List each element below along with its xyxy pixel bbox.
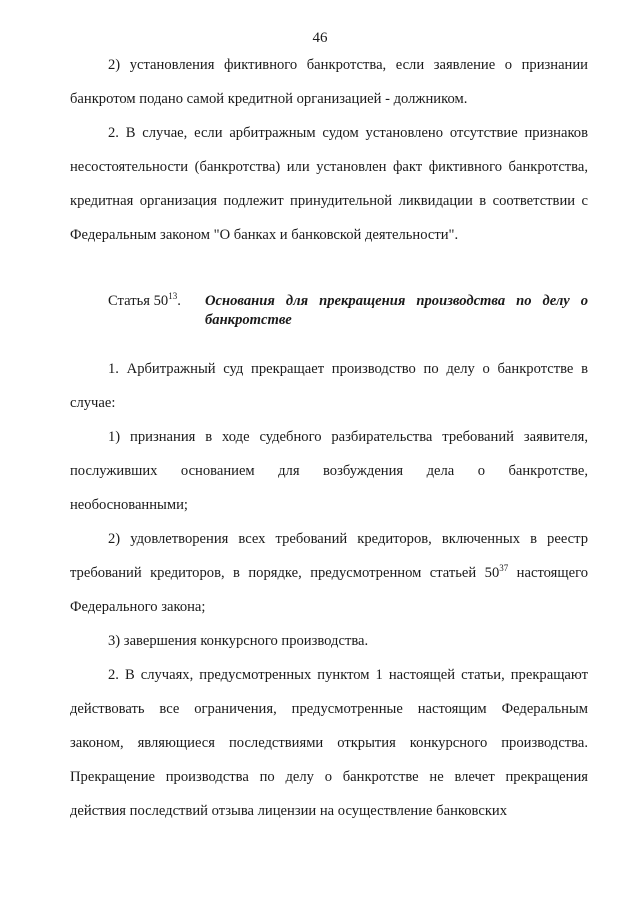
article-ref-sup: 37: [499, 563, 509, 573]
article-number: Статья $50^{13}$.: [108, 291, 181, 309]
document-body: [70, 48, 588, 828]
article-heading: [70, 292, 588, 330]
paragraph-restrictions-cease: 2. В случаях, предусмотренных пунктом 1 настоящей статьи, прекращают действовать все ограничения, предусмотренные настоящим Федеральным законом, являющиеся последствиями открытия конкурсного производства. Прекращение производства по делу о банкротстве не влечет прекращения действия последствий отзыва лицензии на осуществление банковских: [70, 667, 588, 819]
paragraph-forced-liquidation: 2. В случае, если арбитражным судом установлено отсутствие признаков несостоятельности (банкротства) или установлен факт фиктивного банкротства, кредитная организация подлежит принудительной ликвидации в соответствии с Федеральным законом "О банках и банковской деятельности".: [70, 125, 588, 243]
article-title: Основания для прекращения производства по делу о банкротстве: [205, 293, 588, 328]
paragraph-termination-grounds: 1. Арбитражный суд прекращает производство по делу о банкротстве в случае:: [70, 361, 588, 411]
article-number-sup: 13: [168, 291, 178, 301]
paragraph-proceedings-completed: 3) завершения конкурсного производства.: [108, 633, 369, 649]
page-number: 46: [312, 30, 328, 46]
paragraph-unfounded-claims: 1) признания в ходе судебного разбирательства требований заявителя, послуживших основанием для возбуждения дела о банкротстве, необоснованными;: [70, 429, 588, 513]
paragraph-fictitious-bankruptcy: 2) установления фиктивного банкротства, если заявление о признании банкротом подано самой кредитной организацией - должником.: [70, 57, 588, 107]
paragraph-creditors-satisfied: 2) удовлетворения всех требований кредиторов, включенных в реестр требований кредиторов, в порядке, предусмотренном статьей $50^{37}$ настоящего Федерального закона;: [70, 531, 588, 615]
